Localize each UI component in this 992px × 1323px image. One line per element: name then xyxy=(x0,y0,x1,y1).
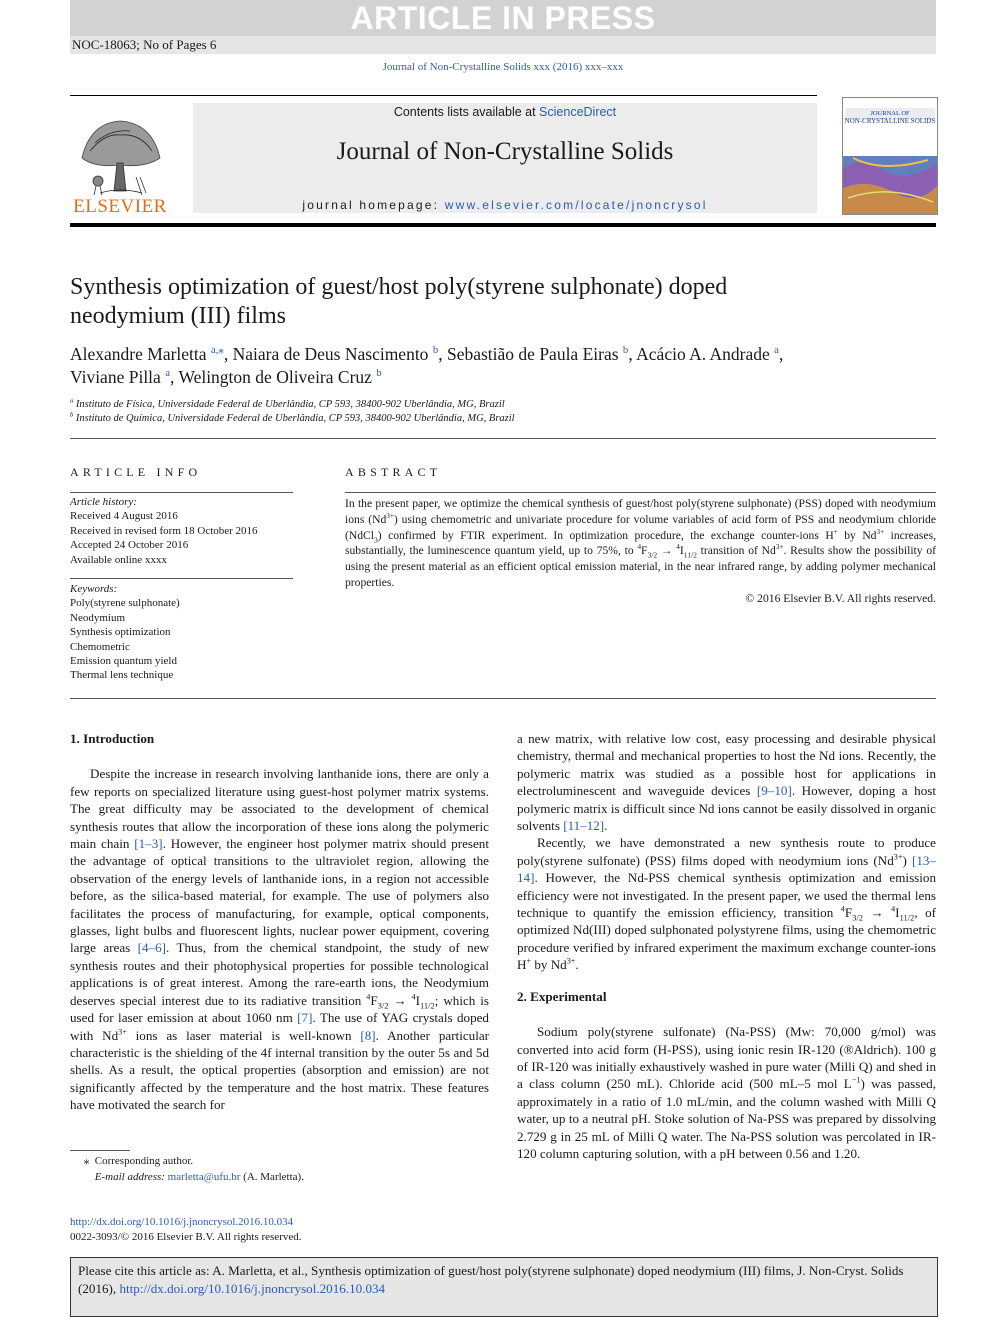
author-name[interactable]: Viviane Pilla xyxy=(70,367,161,387)
introduction-paragraph: Recently, we have demonstrated a new synthesis route to produce poly(styrene sulfonate) (PSS) films doped with neodymium ions $(Nd^{3+})$ [13–14]. However, the Nd-PSS chemical synthesis optimization and emission efficiency were not investigated. In the present paper, we used the thermal lens technique to quantify the emission efficiency, transition $^4F_{3/2} \to ^4I_{11/2}$, of optimized Nd(III) doped sulphonated polystyrene films, using the chemometric procedure verified by infrared experiment the maximum exchange counter-ions H+ by $Nd^{3+}$. xyxy=(517,835,936,973)
front-matter-rule xyxy=(70,698,936,699)
email-suffix: (A. Marletta). xyxy=(243,1170,304,1183)
author-name[interactable]: Alexandre Marletta xyxy=(70,344,207,364)
journal-cover-image xyxy=(843,98,937,214)
experimental-paragraph: Sodium poly(styrene sulfonate) (Na-PSS) (Mw: 70,000 g/mol) was converted into acid form (H-PSS), using ionic resin IR-120 (®Aldrich). 100 g of IR-120 was initially exhaustively washed in pure water (Milli Q) and shed in a class column (250 mL). Chloride acid (500 mL–5 mol $L^{-1}$) was passed, approximately in a ratio of 1.0 mL/min, and the column washed with Milli Q water, up to a neutral pH. Stoke solution of Na-PSS was prepared by dissolving 2.729 g in 25 mL of Milli Q water. The Na-PSS solution was percolated in IR-120 column capturing solution, with a pH between 0.56 and 1.20. xyxy=(517,1024,936,1161)
masthead-rule xyxy=(70,223,936,227)
citation-link[interactable]: [11–12] xyxy=(563,818,605,834)
cover-title-line1: JOURNAL OF xyxy=(870,110,910,117)
section-heading-experimental: 2. Experimental xyxy=(517,988,607,1004)
introduction-paragraph: a new matrix, with relative low cost, easy processing and desirable physical chemistry, thermal and mechanical properties to host the Nd ions. Recently, the polymeric matrix was studied as a possible host for applications in electroluminescent and waveguide devices [9–10]. However, doping a host polymeric matrix is difficult since Nd ions cannot be easily dissolved in organic solvents [11–12]. xyxy=(517,731,936,834)
history-item: Received 4 August 2016 xyxy=(70,510,178,523)
article-code: NOC-18063; No of Pages 6 xyxy=(72,37,217,52)
author-list: Alexandre Marletta $^{a,⁎}$, Naiara de Deus Nascimento $^b$, Sebastião de Paula Eiras $^b$, Acácio A. Andrade $^a$, Viviane Pilla $^a$, Welington de Oliveira Cruz $^b$ xyxy=(70,344,784,387)
abstract-rule xyxy=(345,492,936,493)
author-affiliation-mark[interactable]: b xyxy=(432,344,439,357)
history-label: Article history: xyxy=(70,496,137,508)
keywords-rule xyxy=(70,578,293,579)
citation-link[interactable]: [7] xyxy=(297,1010,313,1026)
title-line-1: Synthesis optimization of guest/host poly(styrene sulphonate) doped xyxy=(70,274,728,300)
homepage-line xyxy=(193,198,817,212)
email-label: E-mail address: xyxy=(94,1170,165,1183)
citation-link[interactable]: [9–10] xyxy=(756,783,792,799)
affiliation-mark: a xyxy=(70,397,74,405)
corresponding-label: Corresponding author. xyxy=(94,1155,194,1167)
sciencedirect-link[interactable]: ScienceDirect xyxy=(539,105,617,119)
history-item: Received in revised form 18 October 2016 xyxy=(70,524,258,537)
footnote-rule xyxy=(70,1150,130,1151)
author-name[interactable]: Acácio A. Andrade xyxy=(636,344,770,364)
affiliation-text: Instituto de Física, Universidade Federal de Uberlândia, CP 593, 38400-902 Uberlândia, MG, Brazil xyxy=(75,399,505,410)
author-affiliation-mark[interactable]: a,⁎ xyxy=(210,344,224,357)
citation-doi-link[interactable]: http://dx.doi.org/10.1016/j.jnoncrysol.2016.10.034 xyxy=(119,1281,386,1296)
keyword: Synthesis optimization xyxy=(70,626,171,639)
doi-link[interactable]: http://dx.doi.org/10.1016/j.jnoncrysol.2016.10.034 xyxy=(70,1216,294,1228)
keyword: Poly(styrene sulphonate) xyxy=(70,597,180,610)
author-name[interactable]: Welington de Oliveira Cruz xyxy=(178,367,372,387)
affiliation-b xyxy=(70,413,515,424)
keyword: Emission quantum yield xyxy=(70,655,177,668)
history-item: Available online xxxx xyxy=(70,553,167,566)
keyword: Neodymium xyxy=(70,611,125,624)
citation-link[interactable]: [4–6] xyxy=(137,940,167,956)
abstract-copyright: © 2016 Elsevier B.V. All rights reserved. xyxy=(745,592,936,605)
article-title xyxy=(70,273,900,331)
homepage-link[interactable]: www.elsevier.com/locate/jnoncrysol xyxy=(444,198,708,212)
journal-reference-link[interactable]: Journal of Non-Crystalline Solids xxx (2016) xxx–xxx xyxy=(382,61,624,73)
journal-title: Journal of Non-Crystalline Solids xyxy=(336,138,674,165)
author-name[interactable]: Sebastião de Paula Eiras xyxy=(446,344,619,364)
abstract-text: In the present paper, we optimize the chemical synthesis of guest/host poly(styrene sulphonate) (PSS) doped with neodymium ions $(Nd^{3+})$ using chemometric and univariate procedure for volume variables of acid form of PSS and neodymium chloride (NdCl$_3$) confirmed by FTIR experiment. In optimization procedure, the exchange counter-ions H+ by $Nd^{3+}$ increases, substantially, the luminescence quantum yield, up to 75%, to $^4F_{3/2} \to ^4I_{11/2}$ transition of $Nd^{3+}$. Results show the possibility of using the present material as an efficient optical emission material, in the near infrared range, by adding polymer mechanical properties. xyxy=(345,497,937,589)
cover-title-line2: NON-CRYSTALLINE SOLIDS xyxy=(844,117,936,125)
keywords-label: Keywords: xyxy=(70,583,118,595)
body-column-right xyxy=(517,730,936,1162)
citation-link[interactable]: [13–14] xyxy=(517,852,936,886)
citation-box xyxy=(70,1257,938,1317)
section-heading-introduction: 1. Introduction xyxy=(70,731,155,746)
keywords-list xyxy=(70,582,180,683)
author-affiliation-mark[interactable]: b xyxy=(622,344,629,357)
elsevier-wordmark: ELSEVIER xyxy=(73,196,167,217)
author-affiliation-mark[interactable]: b xyxy=(376,367,382,380)
author-affiliation-mark[interactable]: a xyxy=(774,344,779,357)
corresponding-author-footnote: ⁎ Corresponding author. E-mail address: marletta@ufu.br (A. Marletta). xyxy=(70,1155,304,1183)
affiliation-mark: b xyxy=(70,411,74,419)
introduction-paragraph: Despite the increase in research involving lanthanide ions, there are only a few reports on specialized literature using guest-host polymer matrix systems. The great difficulty may be associated to the development of chemical synthesis routes that allow the incorporation of these ions along the polymeric main chain [1–3]. However, the engineer host polymer matrix should present the advantage of optical transitions to the ultraviolet region, allowing the observation of the energy levels of lanthanide ions, in a region not accessible before, as the silica-based material, for example. The use of polymers also facilitates the process of manufacturing, for example, optical components, glasses, light bulbs and fluorescent lights, nuclear power equipment, covering large areas [4–6]. Thus, from the chemical standpoint, the study of new synthesis routes and their photophysical properties for possible technological applications is of great interest. Among the rare-earth ions, the Neodymium deserves special interest due to its radiative transition $^4F_{3/2} \to ^4I_{11/2}$; which is used for laser emission at about 1060 nm [7]. The use of YAG crystals doped with $Nd^{3+}$ ions as laser material is well-known [8]. Another particular characteristic is the shielding of the 4f internal transition by the outer 5s and 5d shells. As a result, the optical properties (absorption and emission) are not significantly affected by the temperature and the host matrix. These features have motivated the search for xyxy=(70,766,490,1113)
citation-link[interactable]: [1–3] xyxy=(134,836,163,852)
history-item: Accepted 24 October 2016 xyxy=(70,539,189,552)
keyword: Thermal lens technique xyxy=(70,669,174,682)
citation-link[interactable]: [8] xyxy=(360,1027,376,1043)
author-name[interactable]: Naiara de Deus Nascimento xyxy=(232,344,429,364)
doi-block xyxy=(70,1215,302,1245)
contents-prefix: Contents lists available at xyxy=(393,105,540,119)
article-in-press-banner: ARTICLE IN PRESS xyxy=(350,0,656,36)
contents-line xyxy=(193,105,817,119)
masthead-top-rule xyxy=(70,95,817,96)
affiliation-text: Instituto de Química, Universidade Federal de Uberlândia, CP 593, 38400-902 Uberlândia, MG, Brazil xyxy=(75,413,515,424)
title-line-2: neodymium (III) films xyxy=(70,303,286,329)
article-history xyxy=(70,495,258,567)
homepage-prefix: journal homepage: xyxy=(302,198,445,212)
journal-cover-thumbnail[interactable] xyxy=(842,97,938,215)
keyword: Chemometric xyxy=(70,640,130,653)
article-info-rule xyxy=(70,492,293,493)
author-affiliation-mark[interactable]: a xyxy=(165,367,171,380)
citation-text: Please cite this article as: A. Marletta, et al., Synthesis optimization of guest/host poly(styrene sulphonate) doped neodymium (III) films, J. Non-Cryst. Solids (2016), xyxy=(78,1263,904,1296)
article-info-heading: ARTICLE INFO xyxy=(70,465,202,479)
affiliation-a xyxy=(70,399,505,410)
email-link[interactable]: marletta@ufu.br xyxy=(167,1170,241,1183)
issn-line: 0022-3093/© 2016 Elsevier B.V. All rights reserved. xyxy=(70,1231,302,1243)
abstract-heading: ABSTRACT xyxy=(345,465,442,479)
affiliation-rule xyxy=(70,438,936,439)
body-column-left xyxy=(70,730,489,1114)
